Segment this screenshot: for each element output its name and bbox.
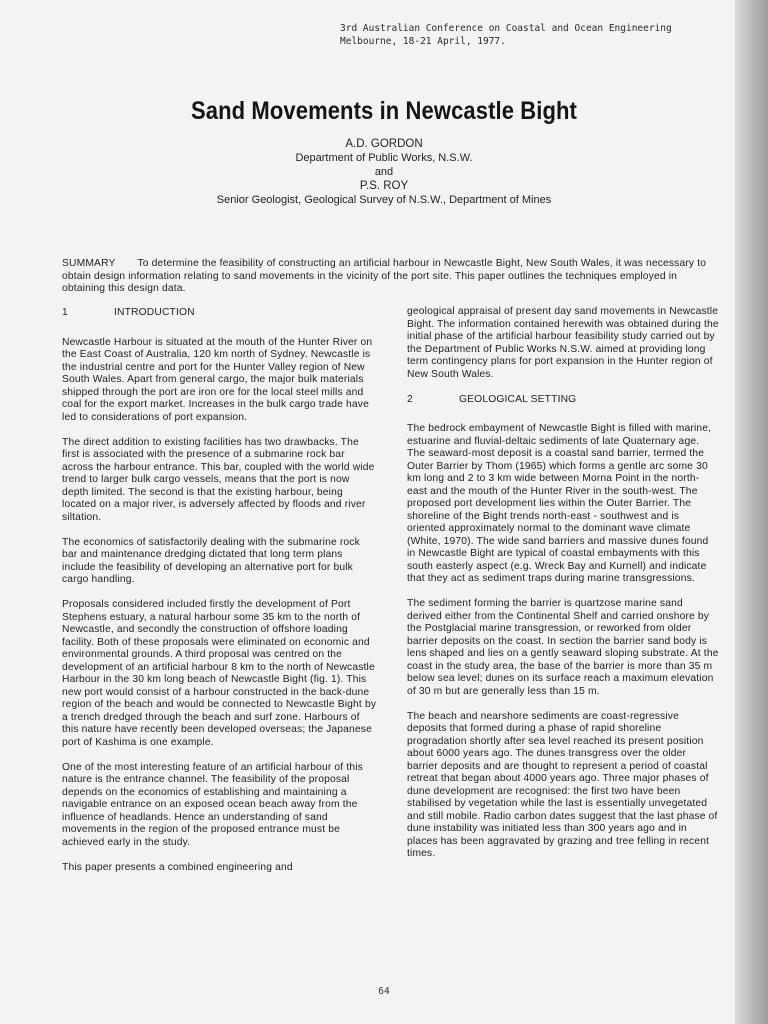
section-1-heading — [62, 307, 378, 320]
paragraph: Proposals considered included firstly the development of Port Stephens estuary, a natural harbour some 35 km to the north of Newcastle, and secondly the construction of offshore loading facility. Both of these proposals were eliminated on economic and environmental grounds. A third proposal was centred on the development of an artificial harbour 8 km to the north of Newcastle Harbour in the 30 km long beach of Newcastle Bight (fig. 1). This new port would consist of a harbour constructed in the back-dune region of the beach and would be connected to Newcastle Bight by a trench dredged through the beach and surf zone. Harbours of this nature have recently been developed overseas; the Japanese port of Kashima is one example. — [62, 599, 377, 748]
author-1-affiliation: Department of Public Works, N.S.W. — [295, 152, 473, 164]
summary-text: To determine the feasibility of constructing an artificial harbour in Newcastle Bight, New South Wales, it was necessary to obtain design information relating to sand movements in the vicinity of the port site. This paper outlines the techniques employed in obtaining this design data. — [62, 258, 707, 294]
section-1-number: 1 — [62, 307, 68, 318]
conference-line-1: 3rd Australian Conference on Coastal and Ocean Engineering — [340, 23, 672, 34]
left-column — [62, 307, 378, 887]
paragraph: One of the most interesting feature of an artificial harbour of this nature is the entrance channel. The feasibility of the proposal depends on the economics of establishing and maintaining a navigable entrance on an exposed ocean beach away from the influence of headlands. Hence an understanding of sand movements in the region of the proposed entrance must be achieved early in the study. — [62, 761, 363, 848]
paragraph: The bedrock embayment of Newcastle Bight is filled with marine, estuarine and fluvial-deltaic sediments of late Quaternary age. The seaward-most deposit is a coastal sand barrier, termed the Outer Barrier by Thom (1965) which forms a gentle arc some 30 km long and 2 to 3 km wide between Morna Point in the north-east and the mouth of the Hunter River in the south-west. The proposed port development lies within the Outer Barrier. The shoreline of the Bight trends north-east - southwest and is oriented approximately normal to the dominant wave climate (White, 1970). The wide sand barriers and massive dunes found in Newcastle Bight are typical of coastal embayments with this south easterly aspect (e.g. Wreck Bay and Kurnell) and indicate that they act as sediment traps during marine transgressions. — [407, 423, 712, 584]
paragraph: The beach and nearshore sediments are coast-regressive deposits that formed during a phase of rapid shoreline progradation shortly after sea level reached its present position about 6000 years ago. The dunes transgress over the older barrier deposits and are thought to represent a period of coastal retreat that began about 4000 years ago. Three major phases of dune development are recognised: the first two have been stabilised by vegetation while the last is essentially unvegetated and still mobile. Radio carbon dates suggest that the last phase of dune instability was initiated less than 300 years ago and in places has been aggravated by grazing and tree felling in recent times. — [407, 710, 718, 859]
author-2-affiliation: Senior Geologist, Geological Survey of N.S.W., Department of Mines — [216, 194, 552, 206]
section-2-number: 2 — [407, 393, 413, 405]
conference-line-2: Melbourne, 18-21 April, 1977. — [340, 36, 506, 47]
paragraph: The economics of satisfactorily dealing with the submarine rock bar and maintenance dredging dictated that long term plans include the feasibility of developing an alternative port for bulk cargo handling. — [62, 536, 360, 585]
summary-block — [62, 258, 717, 296]
section-1-title: INTRODUCTION — [114, 307, 195, 318]
page-number: 64 — [378, 986, 390, 997]
section-2-heading — [407, 394, 719, 407]
summary-label: SUMMARY — [62, 258, 116, 269]
paragraph: The sediment forming the barrier is quartzose marine sand derived either from the Continental Shelf and carried onshore by the Postglacial marine transgression, or reworked from older barrier deposits on the coast. In section the barrier sand body is lens shaped and lies on a gently seaward sloping substrate. At the coast in the study area, the base of the barrier is more than 35 m below sea level; dunes on its surface reach a maximum elevation of 30 m but are generally less than 15 m. — [407, 598, 719, 697]
author-2-name: P.S. ROY — [359, 180, 409, 192]
author-conjunction: and — [374, 166, 394, 178]
author-block — [0, 137, 768, 207]
paragraph: The direct addition to existing facilities has two drawbacks. The first is associated with the presence of a submarine rock bar across the harbour entrance. This bar, coupled with the world wide trend to larger bulk cargo vessels, means that the port is now depth limited. The second is that the existing harbour, being located on a major river, is adversely affected by floods and river siltation. — [62, 436, 375, 523]
right-column — [407, 306, 719, 873]
author-1-name: A.D. GORDON — [345, 138, 423, 150]
paragraph-continuation: geological appraisal of present day sand movements in Newcastle Bight. The information contained herewith was obtained during the initial phase of the artificial harbour feasibility study carried out by the Department of Public Works N.S.W. aimed at providing long term contingency plans for port expansion in the Hunter region of New South Wales. — [407, 306, 719, 380]
paragraph: Newcastle Harbour is situated at the mouth of the Hunter River on the East Coast of Australia, 120 km north of Sydney. Newcastle is the industrial centre and port for the Hunter Valley region of New South Wales. Apart from general cargo, the major bulk materials shipped through the port are iron ore for the local steel mills and coal for the export market. Increases in the bulk cargo trade have led to considerations of port expansion. — [62, 336, 373, 423]
section-2-title: GEOLOGICAL SETTING — [459, 393, 577, 405]
conference-header — [340, 22, 720, 48]
paragraph: This paper presents a combined engineering and — [62, 861, 293, 873]
paper-title: Sand Movements in Newcastle Bight — [191, 96, 577, 125]
